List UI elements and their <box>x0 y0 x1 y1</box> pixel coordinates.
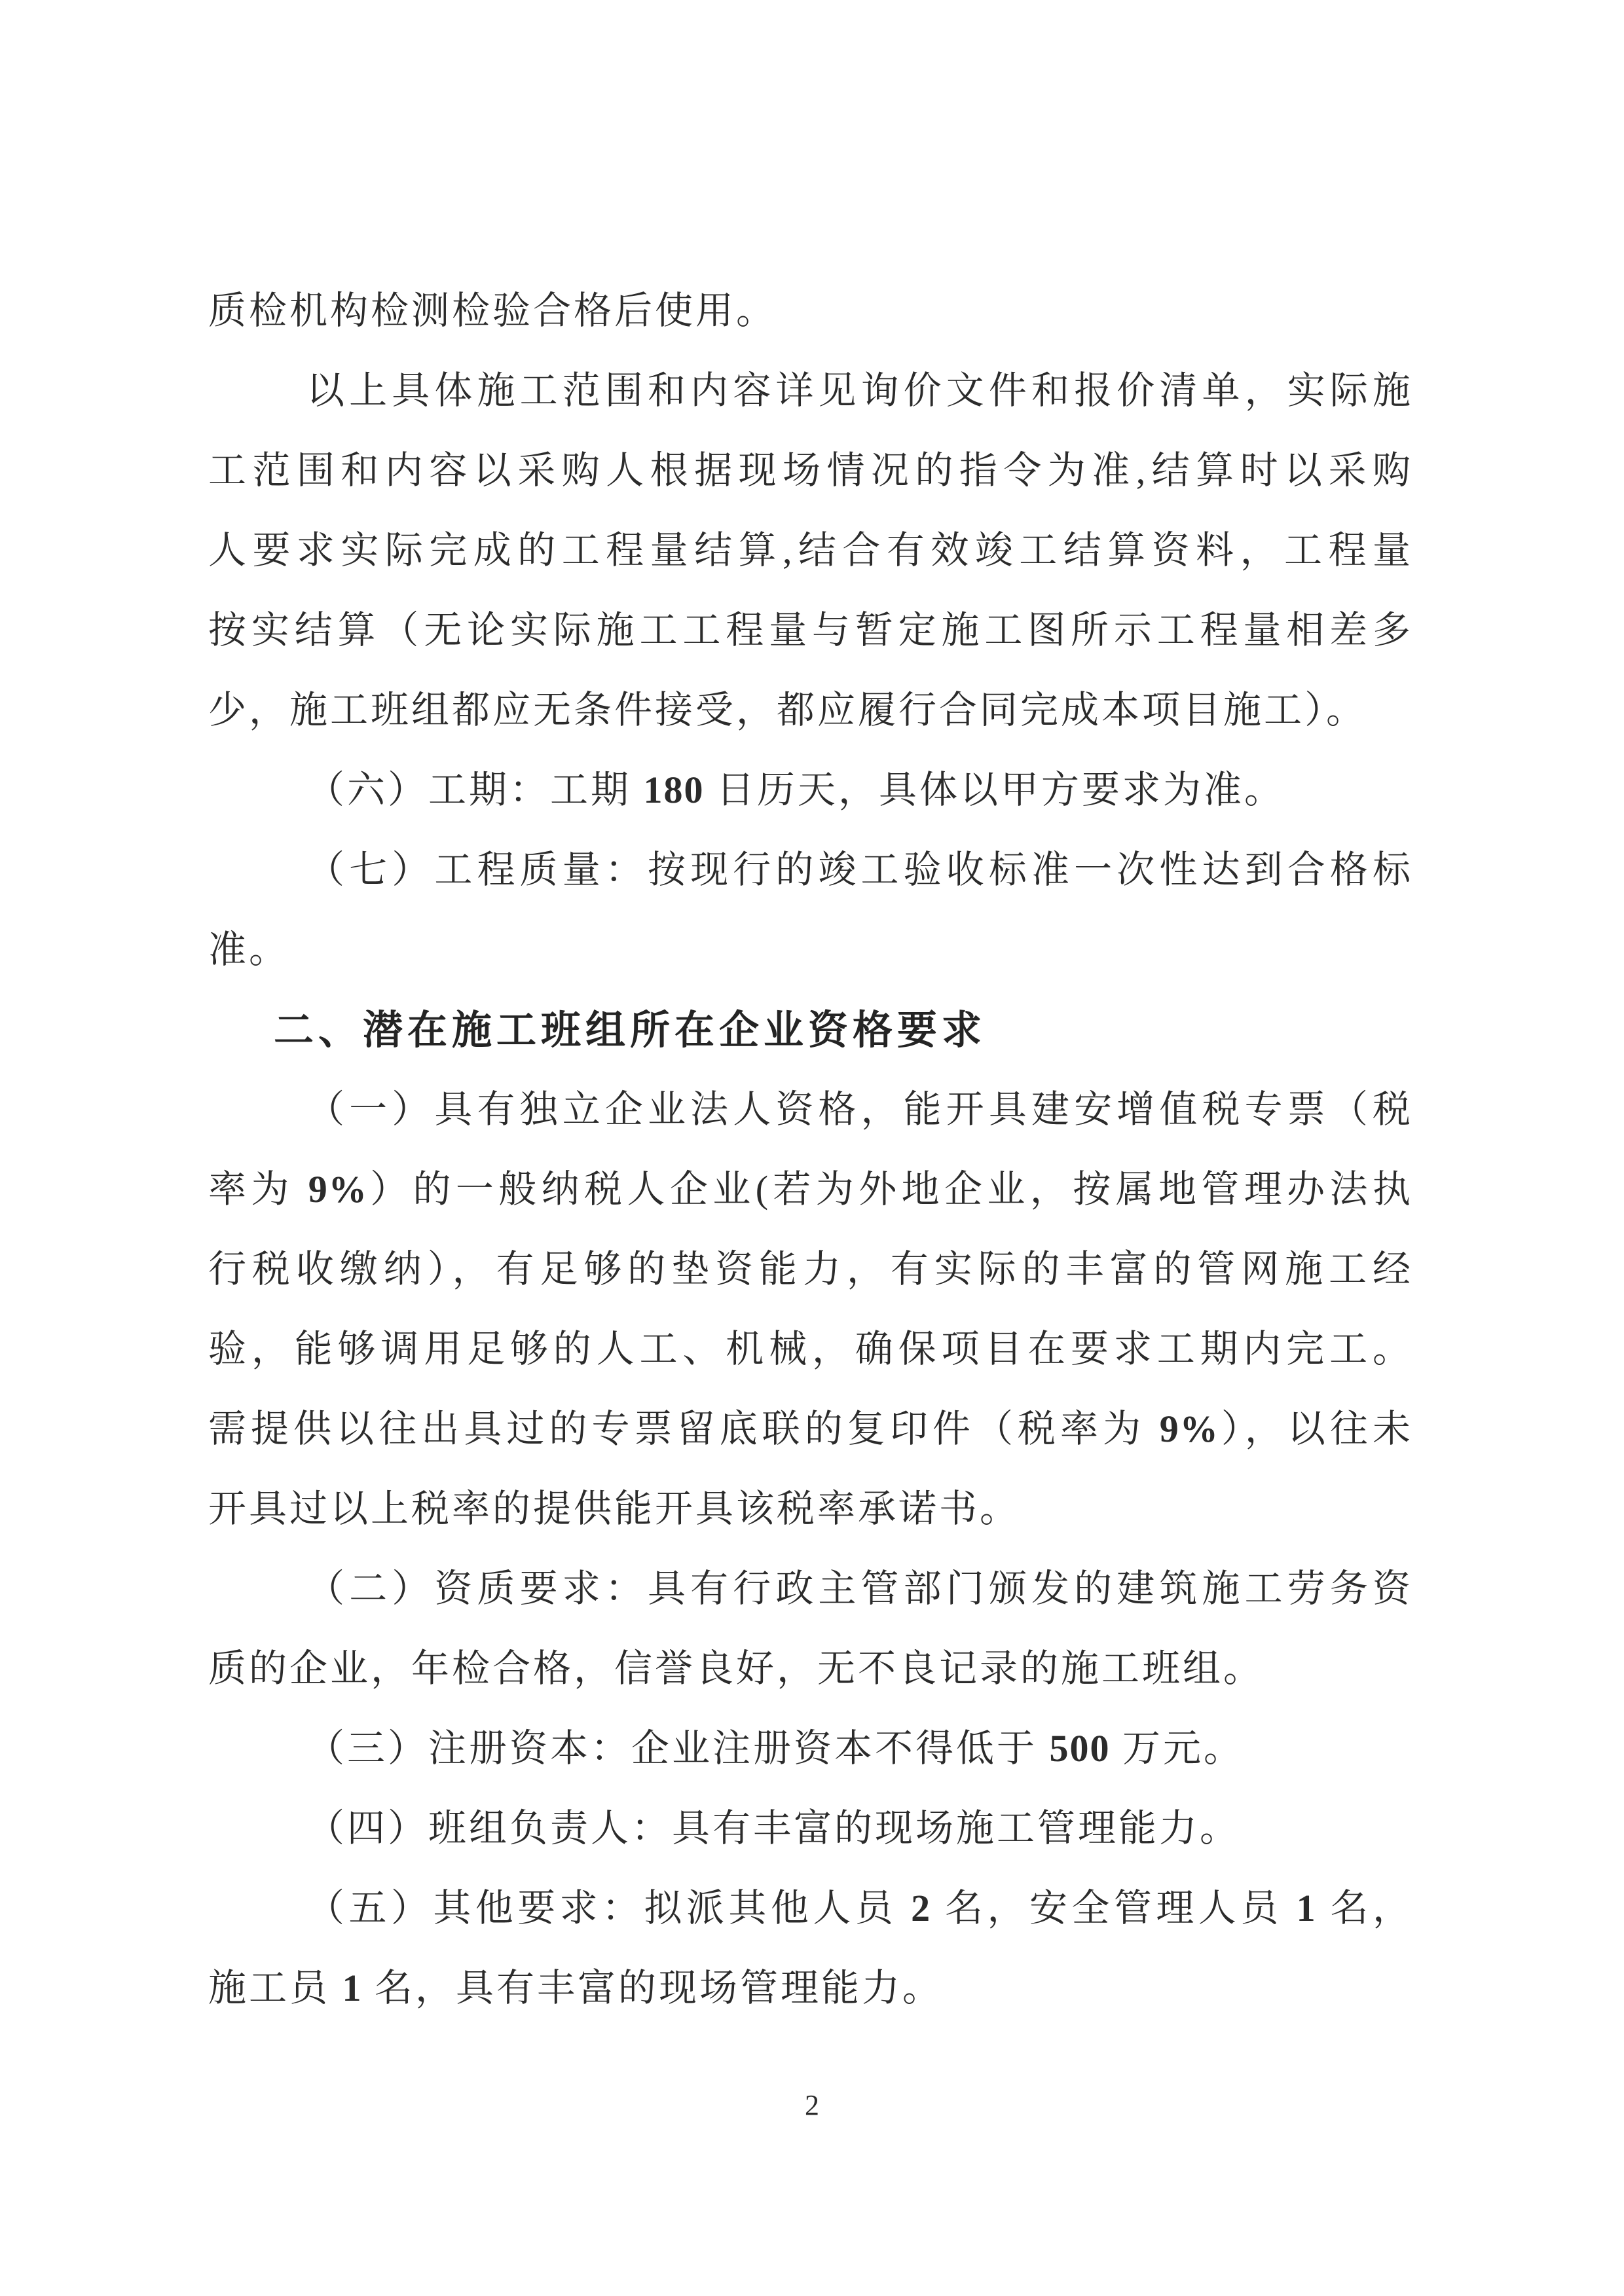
text-line: 以上具体施工范围和内容详见询价文件和报价清单，实际施 <box>306 369 1413 412</box>
text-line: （五）其他要求：拟派其他人员 2 名，安全管理人员 1 名， <box>306 1887 1413 1929</box>
text-line: 质检机构检测检验合格后使用。 <box>208 289 777 332</box>
text-line: 验，能够调用足够的人工、机械，确保项目在要求工期内完工。 <box>208 1328 1413 1370</box>
numeric-value: 9% <box>1159 1408 1219 1450</box>
text-line: （一）具有独立企业法人资格，能开具建安增值税专票（税 <box>306 1088 1413 1131</box>
numeric-value: 180 <box>643 769 705 811</box>
text-line: 工范围和内容以采购人根据现场情况的指令为准,结算时以采购 <box>208 449 1413 492</box>
numeric-value: 1 <box>342 1967 363 2009</box>
text-line: 行税收缴纳），有足够的垫资能力，有实际的丰富的管网施工经 <box>208 1248 1413 1290</box>
section-heading: 二、潜在施工班组所在企业资格要求 <box>274 1008 987 1052</box>
numeric-value: 2 <box>911 1887 932 1929</box>
text-line: （六）工期：工期 180 日历天，具体以甲方要求为准。 <box>306 769 1285 811</box>
text-line: 开具过以上税率的提供能开具该税率承诺书。 <box>208 1487 1021 1530</box>
page-number: 2 <box>805 2089 819 2121</box>
text-line: 按实结算（无论实际施工工程量与暂定施工图所示工程量相差多 <box>208 609 1413 651</box>
numeric-value: 500 <box>1049 1727 1111 1770</box>
text-line: （七）工程质量：按现行的竣工验收标准一次性达到合格标 <box>306 848 1413 891</box>
text-line: （三）注册资本：企业注册资本不得低于 500 万元。 <box>306 1727 1245 1770</box>
numeric-value: 9% <box>308 1168 368 1211</box>
text-line: 准。 <box>208 928 290 971</box>
text-line: 少，施工班组都应无条件接受，都应履行合同完成本项目施工）。 <box>208 689 1367 731</box>
text-line: 质的企业，年检合格，信誉良好，无不良记录的施工班组。 <box>208 1647 1264 1690</box>
numeric-value: 1 <box>1296 1887 1317 1929</box>
document-body <box>208 271 1413 2028</box>
text-line: （四）班组负责人：具有丰富的现场施工管理能力。 <box>306 1807 1241 1850</box>
text-line: 需提供以往出具过的专票留底联的复印件（税率为 9%），以往未 <box>208 1408 1413 1450</box>
text-line: 率为 9%）的一般纳税人企业(若为外地企业，按属地管理办法执 <box>208 1168 1413 1211</box>
text-line: （二）资质要求：具有行政主管部门颁发的建筑施工劳务资 <box>306 1567 1413 1610</box>
text-line: 施工员 1 名，具有丰富的现场管理能力。 <box>208 1967 944 2009</box>
text-line: 人要求实际完成的工程量结算,结合有效竣工结算资料，工程量 <box>208 529 1413 572</box>
